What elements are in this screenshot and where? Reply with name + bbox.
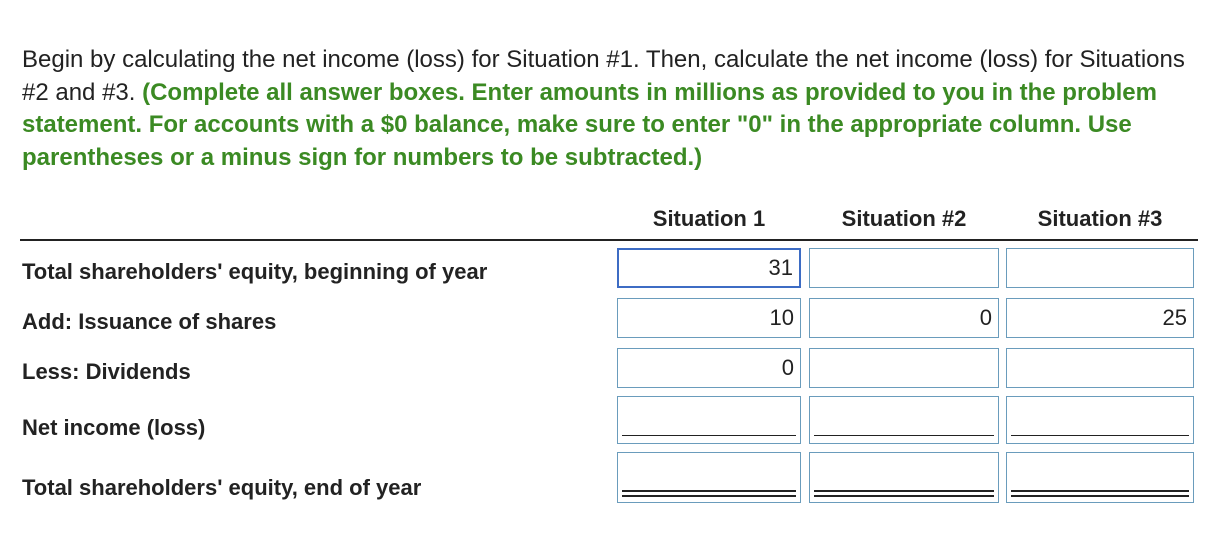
dividends-situation-2-input[interactable] bbox=[809, 348, 999, 388]
beginning-equity-situation-3-input[interactable] bbox=[1006, 248, 1194, 288]
column-header-situation-1: Situation 1 bbox=[652, 206, 766, 231]
ending-equity-situation-2-cell bbox=[809, 452, 999, 503]
double-underline bbox=[814, 490, 994, 497]
dividends-situation-1-input[interactable] bbox=[617, 348, 801, 388]
ending-equity-situation-2-input[interactable] bbox=[810, 457, 998, 483]
net-income-situation-3-input[interactable] bbox=[1007, 401, 1193, 427]
instructions-note: (Complete all answer boxes. Enter amounts in millions as provided to you in the problem statement. For accounts with a $0 balance, make sure to enter "0" in the appropriate column. Use parentheses or a minus sign for numbers to be subtracted.) bbox=[22, 78, 1157, 171]
double-underline bbox=[622, 490, 796, 497]
issuance-situation-1-input[interactable] bbox=[617, 298, 801, 338]
single-underline bbox=[622, 435, 796, 436]
row-label-dividends: Less: Dividends bbox=[22, 359, 191, 384]
column-header-situation-2: Situation #2 bbox=[841, 206, 967, 231]
ending-equity-situation-3-input[interactable] bbox=[1007, 457, 1193, 483]
single-underline bbox=[814, 435, 994, 436]
row-label-net-income: Net income (loss) bbox=[22, 415, 206, 440]
instructions-lead: Begin by calculating the net income (loss) for Situation #1. Then, calculate the net income (loss) for Situations #2 and #3. bbox=[22, 46, 1185, 106]
ending-equity-situation-1-input[interactable] bbox=[618, 457, 800, 483]
net-income-situation-2-cell bbox=[809, 396, 999, 444]
ending-equity-situation-1-cell bbox=[617, 452, 801, 503]
dividends-situation-3-input[interactable] bbox=[1006, 348, 1194, 388]
net-income-situation-1-cell bbox=[617, 396, 801, 444]
beginning-equity-situation-2-input[interactable] bbox=[809, 248, 999, 288]
instructions bbox=[22, 44, 1207, 174]
row-label-issuance-of-shares: Add: Issuance of shares bbox=[22, 309, 277, 334]
ending-equity-situation-3-cell bbox=[1006, 452, 1194, 503]
issuance-situation-3-input[interactable] bbox=[1006, 298, 1194, 338]
beginning-equity-situation-1-input[interactable] bbox=[617, 248, 801, 288]
row-label-ending-equity: Total shareholders' equity, end of year bbox=[22, 475, 422, 500]
net-income-situation-3-cell bbox=[1006, 396, 1194, 444]
single-underline bbox=[1011, 435, 1189, 436]
net-income-situation-1-input[interactable] bbox=[618, 401, 800, 427]
column-header-situation-3: Situation #3 bbox=[1037, 206, 1163, 231]
row-label-beginning-equity: Total shareholders' equity, beginning of year bbox=[22, 259, 488, 284]
net-income-situation-2-input[interactable] bbox=[810, 401, 998, 427]
header-rule bbox=[20, 239, 1198, 241]
double-underline bbox=[1011, 490, 1189, 497]
issuance-situation-2-input[interactable] bbox=[809, 298, 999, 338]
